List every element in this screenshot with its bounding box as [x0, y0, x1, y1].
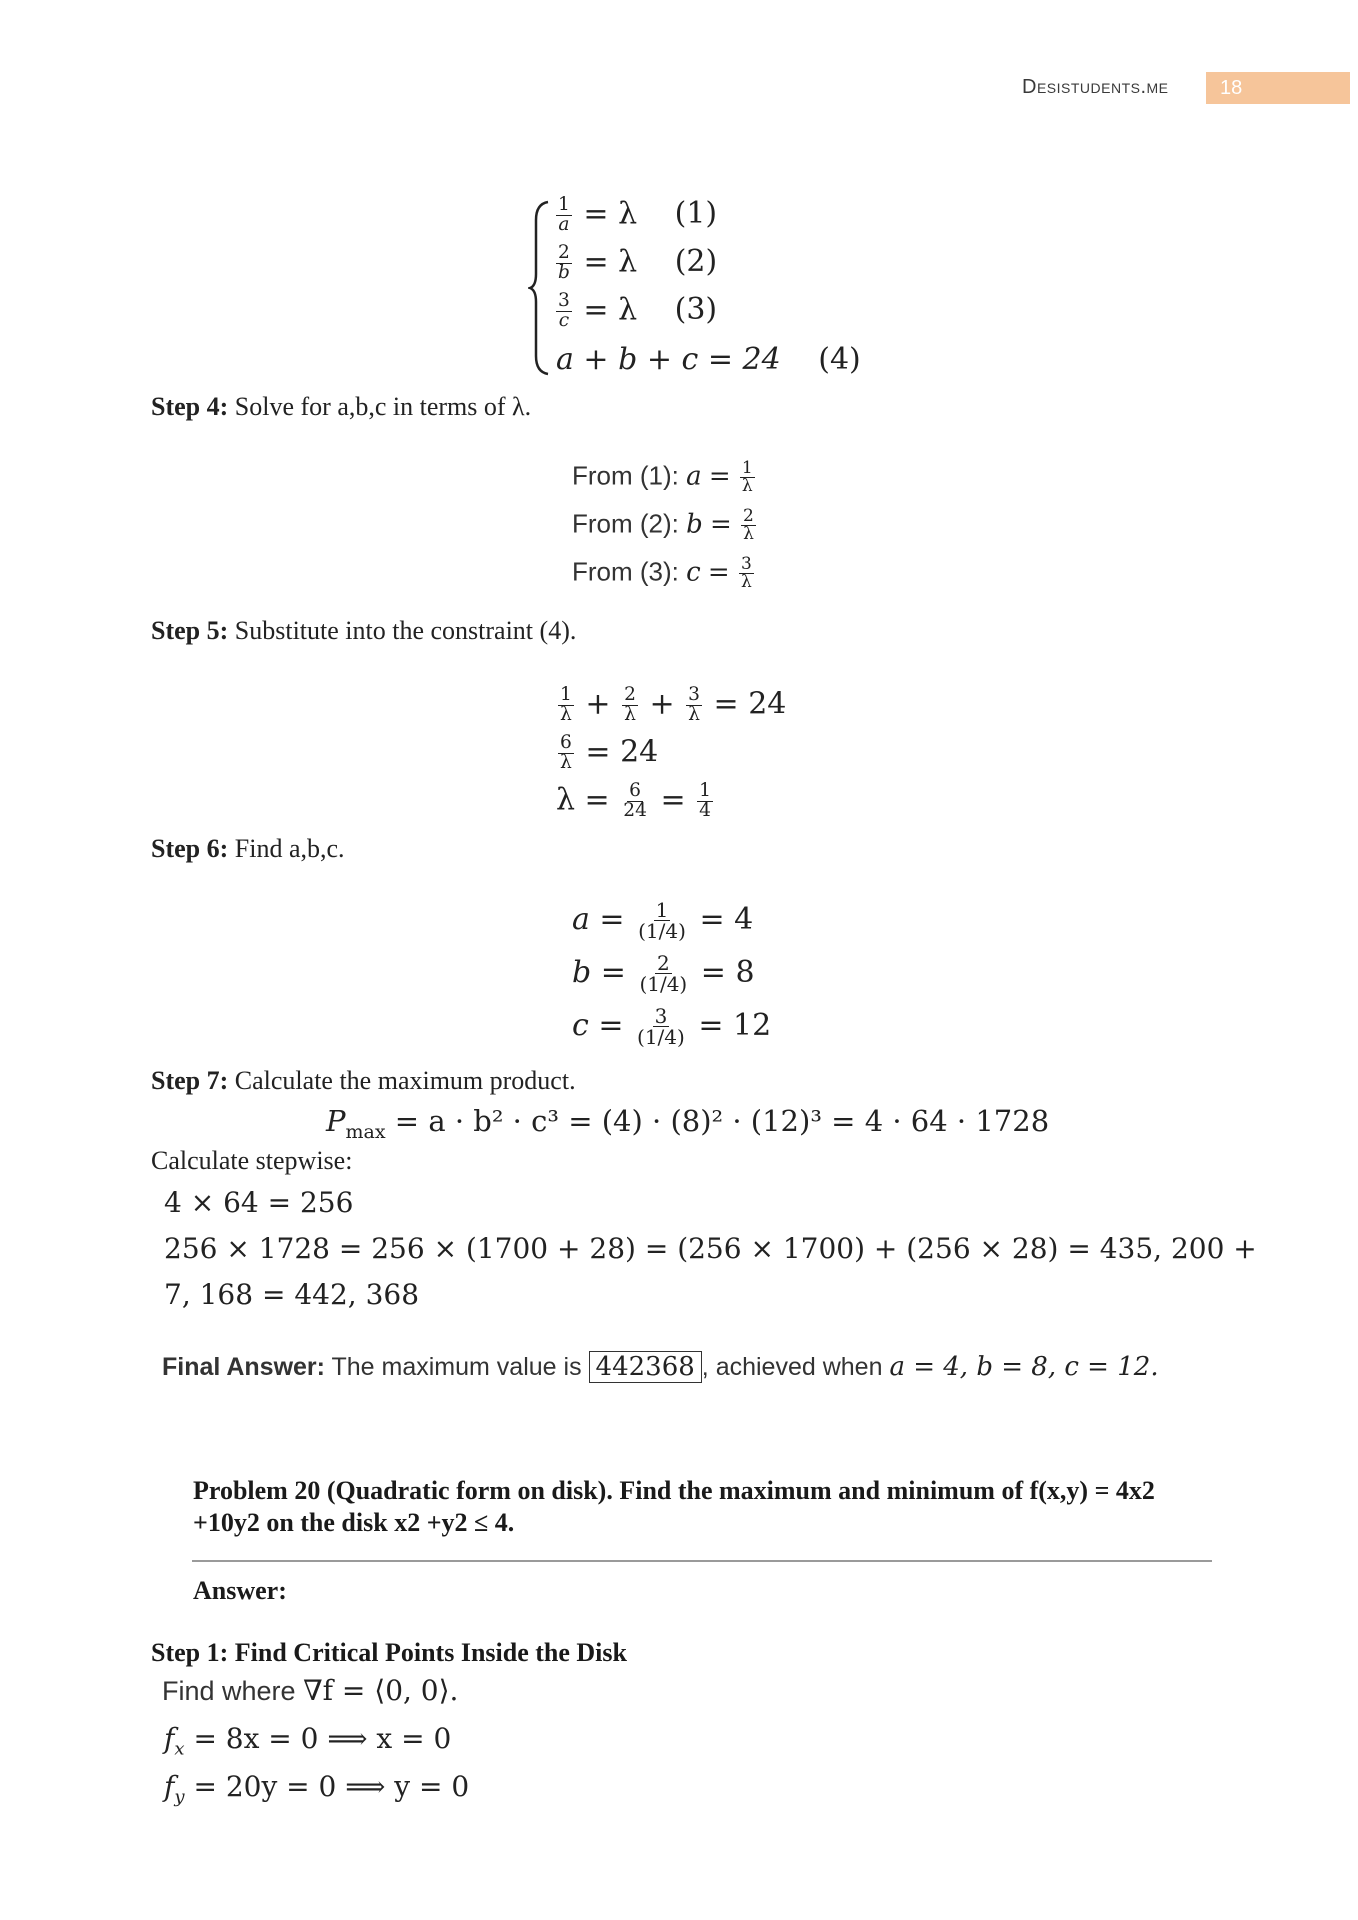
problem-20-line-2: +10y2 on the disk x2 +y2 ≤ 4.: [193, 1508, 515, 1537]
site-name: Desistudents.me: [1022, 76, 1169, 98]
subst-line-2: $\frac{6}{\lambda}$ = 24: [560, 732, 659, 773]
value-a: a = $\frac{1}{(1/4)}$ = 4: [572, 898, 754, 944]
pmax-equation: $P_{max} = a \cdot b^2 \cdot c^3 = (4) \cdot (8)^2 \cdot (12)^3 = 4 \cdot 64 \cdot 1728$: [326, 1104, 1050, 1143]
system-eq-1: $\frac{1}{a}$ = λ (1): [558, 194, 718, 235]
system-eq-3: $\frac{3}{c}$ = λ (3): [558, 290, 718, 331]
step-7: Step 7: Calculate the maximum product.: [151, 1066, 576, 1095]
system-eq-2: $\frac{2}{b}$ = λ (2): [558, 242, 718, 283]
subst-line-3: λ = $\frac{6}{24}$ = $\frac{1}{4}$: [556, 780, 711, 821]
value-b: b = $\frac{2}{(1/4)}$ = 8: [572, 951, 755, 997]
fy-equation: $f_y = 20y = 0$ ⟹ y = 0: [164, 1770, 470, 1808]
left-brace-icon: [528, 200, 552, 376]
page-number: 18: [1206, 72, 1350, 104]
boxed-answer: 442368: [589, 1351, 702, 1383]
system-eq-4: a + b + c = 24 (4): [556, 342, 861, 377]
stepwise-label: Calculate stepwise:: [151, 1146, 353, 1175]
from-2: From (2): b = $\frac{2}{\lambda}$: [572, 506, 754, 545]
stepwise-line-3: 7, 168 = 442, 368: [164, 1278, 420, 1311]
subst-line-1: $\frac{1}{\lambda}$ + $\frac{2}{\lambda}$ + $\frac{3}{\lambda}$ = 24: [560, 684, 787, 725]
step-1-title: Step 1: Find Critical Points Inside the Disk: [151, 1638, 627, 1667]
stepwise-line-1: 4 × 64 = 256: [164, 1186, 354, 1219]
step-4: Step 4: Solve for a,b,c in terms of λ.: [151, 392, 532, 421]
problem-20-line-1: Problem 20 (Quadratic form on disk). Find the maximum and minimum of f(x,y) = 4x2: [193, 1476, 1155, 1505]
from-3: From (3): c = $\frac{3}{\lambda}$: [572, 554, 752, 593]
from-1: From (1): a = $\frac{1}{\lambda}$: [572, 458, 753, 497]
fx-equation: $f_x = 8x = 0$ ⟹ x = 0: [164, 1722, 452, 1760]
step-6: Step 6: Find a,b,c.: [151, 834, 345, 863]
value-c: c = $\frac{3}{(1/4)}$ = 12: [572, 1004, 772, 1050]
final-answer: Final Answer: The maximum value is 442368 , achieved when a = 4, b = 8, c = 12.: [162, 1352, 1159, 1382]
step-1-find: Find where ∇f = ⟨0, 0⟩.: [162, 1674, 459, 1707]
stepwise-line-2: 256 × 1728 = 256 × (1700 + 28) = (256 × 1700) + (256 × 28) = 435, 200 +: [164, 1232, 1257, 1265]
divider: [192, 1560, 1212, 1562]
answer-label: Answer:: [193, 1576, 287, 1605]
step-5: Step 5: Substitute into the constraint (4).: [151, 616, 577, 645]
